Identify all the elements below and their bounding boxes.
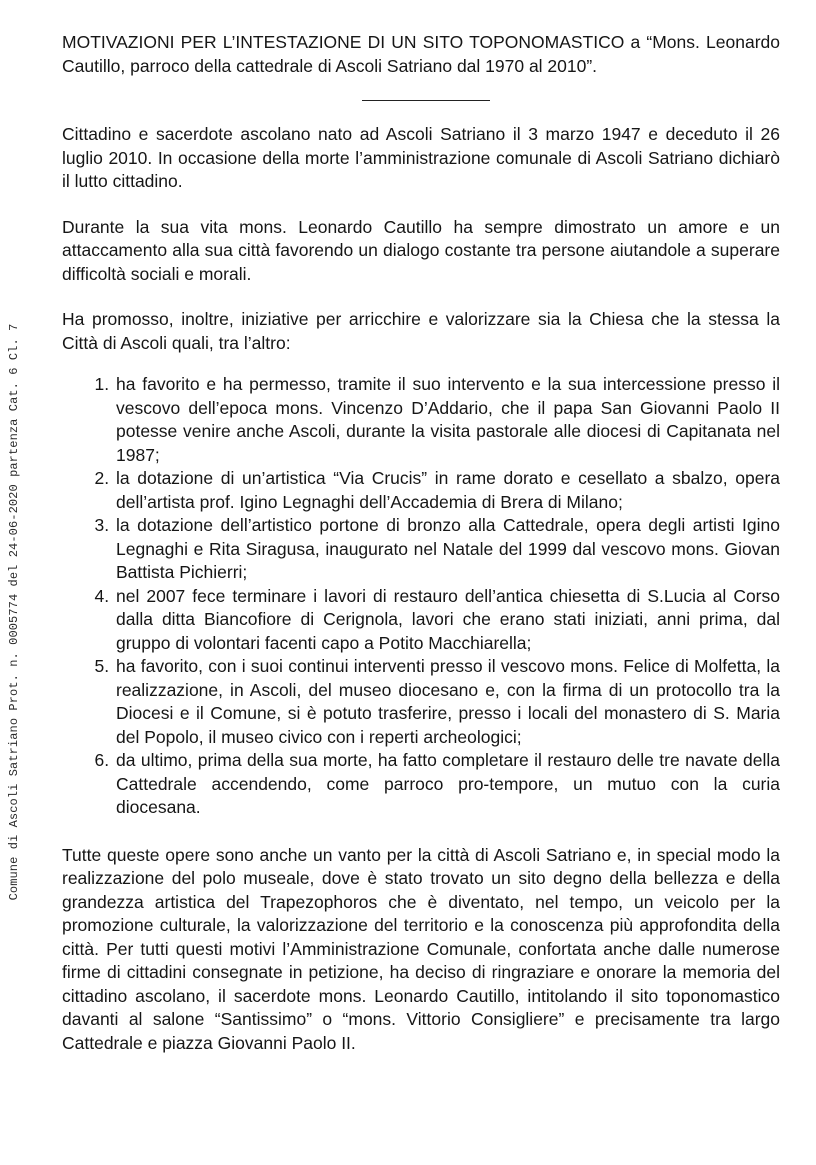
paragraph-closing: Tutte queste opere sono anche un vanto per la città di Ascoli Satriano e, in special modo la realizzazione del polo museale, dove è stato trovato un sito degno della bellezza e della grandezza artistica del Trapezophoros che è diventato, nel tempo, un veicolo per la promozione culturale, la valorizzazione del territorio e la conoscenza più approfondita della città. Per tutti questi motivi l’Amministrazione Comunale, confortata anche dalle numerose firme di cittadini consegnate in petizione, ha deciso di ringraziare e onorare la memoria del cittadino ascolano, il sacerdote mons. Leonardo Cautillo, intitolando il sito toponomastico davanti al salone “Santissimo” o “mons. Vittorio Consigliere” e precisamente tra largo Cattedrale e piazza Giovanni Paolo II. <box>62 844 780 1053</box>
paragraph-initiatives: Ha promosso, inoltre, iniziative per arricchire e valorizzare sia la Chiesa che la stessa la Città di Ascoli quali, tra l’altro: <box>62 309 780 353</box>
title-divider <box>362 100 490 101</box>
document-title: MOTIVAZIONI PER L’INTESTAZIONE DI UN SITO TOPONOMASTICO a “Mons. Leonardo Cautillo, parroco della cattedrale di Ascoli Satriano dal 1970 al 2010”. <box>62 32 780 76</box>
document-body <box>62 30 780 1055</box>
list-item: 2. la dotazione di un’artistica “Via Crucis” in rame dorato e cesellato a sbalzo, opera dell’artista prof. Igino Legnaghi dell’Accademia di Brera di Milano; <box>114 467 780 514</box>
paragraph-biography: Cittadino e sacerdote ascolano nato ad Ascoli Satriano il 3 marzo 1947 e deceduto il 26 luglio 2010. In occasione della morte l’amministrazione comunale di Ascoli Satriano dichiarò il lutto cittadino. <box>62 124 780 191</box>
list-item: 4. nel 2007 fece terminare i lavori di restauro dell’antica chiesetta di S.Lucia al Corso dalla ditta Biancofiore di Cerignola, lavori che erano stati iniziati, anni prima, dal gruppo di volontari facenti capo a Potito Macchiarella; <box>114 585 780 656</box>
list-item: 3. la dotazione dell’artistico portone di bronzo alla Cattedrale, opera degli artisti Igino Legnaghi e Rita Siragusa, inaugurato nel Natale del 1999 dal vescovo mons. Giovan Battista Pichierri; <box>114 514 780 585</box>
list-item: 5. ha favorito, con i suoi continui interventi presso il vescovo mons. Felice di Molfetta, la realizzazione, in Ascoli, del museo diocesano e, con la firma di un protocollo tra la Diocesi e il Comune, si è potuto trasferire, presso i locali del monastero di S. Maria del Popolo, il museo civico con i reperti archeologici; <box>114 655 780 749</box>
paragraph-life: Durante la sua vita mons. Leonardo Cautillo ha sempre dimostrato un amore e un attaccamento alla sua città favorendo un dialogo costante tra persone aiutandole a superare difficoltà sociali e morali. <box>62 216 780 284</box>
list-item: 1. ha favorito e ha permesso, tramite il suo intervento e la sua intercessione presso il vescovo dell’epoca mons. Vincenzo D’Addario, che il papa San Giovanni Paolo II potesse venire anche Ascoli, durante la visita pastorale alle diocesi di Capitanata nel 1987; <box>114 373 780 467</box>
protocol-stamp-text: Comune di Ascoli Satriano Prot. n. 0005774 del 24-06-2020 partenza Cat. 6 Cl. 7 <box>7 323 21 901</box>
list-item: 6. da ultimo, prima della sua morte, ha fatto completare il restauro delle tre navate della Cattedrale accendendo, come parroco pro-tempore, un mutuo con la curia diocesana. <box>114 749 780 820</box>
initiatives-list <box>62 373 780 820</box>
